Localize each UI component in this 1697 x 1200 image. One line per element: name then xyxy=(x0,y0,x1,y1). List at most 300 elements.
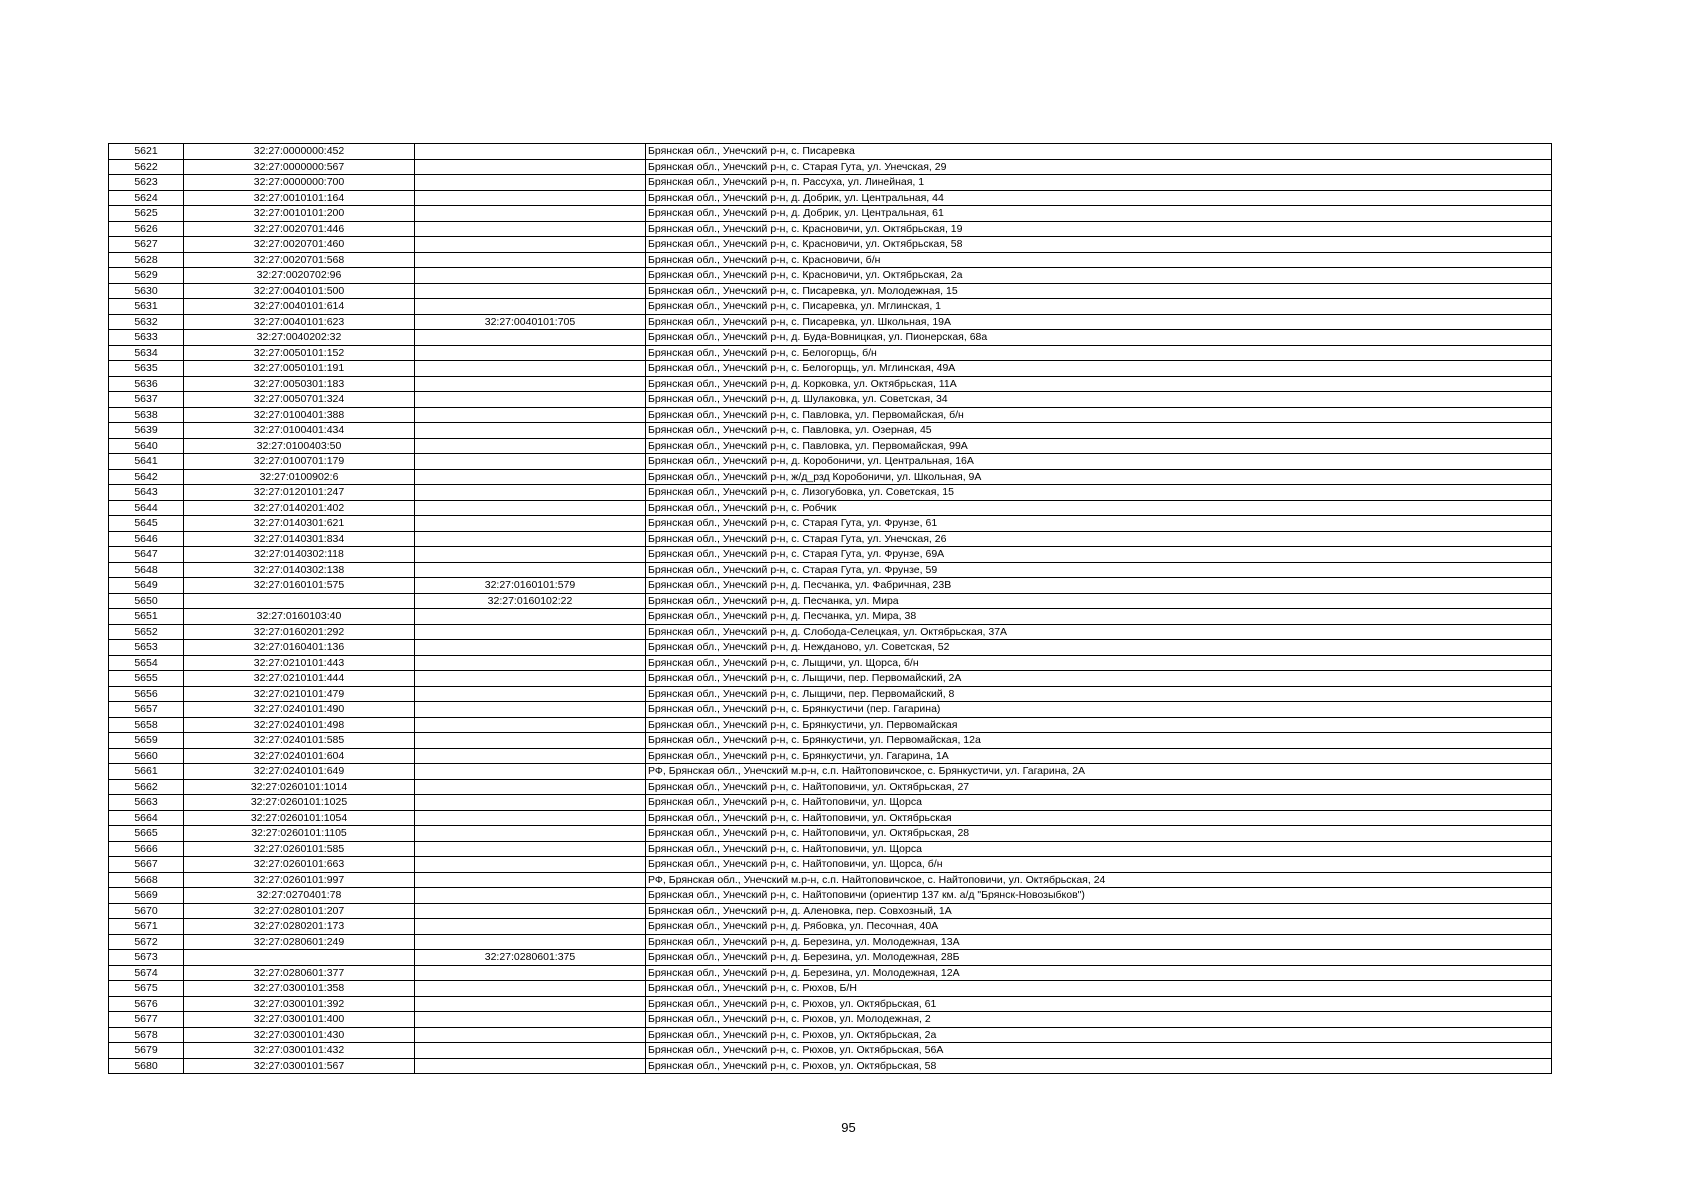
cadastral-number-cell: 32:27:0140201:402 xyxy=(184,500,415,516)
cadastral-number-cell: 32:27:0040101:614 xyxy=(184,299,415,315)
table-row xyxy=(109,748,1552,764)
row-number-cell: 5637 xyxy=(109,392,184,408)
cadastral-number-cell: 32:27:0280601:377 xyxy=(184,965,415,981)
related-cadastral-number-cell xyxy=(415,345,646,361)
cadastral-number-cell: 32:27:0100701:179 xyxy=(184,454,415,470)
address-cell: Брянская обл., Унечский р-н, д. Добрик, ул. Центральная, 61 xyxy=(646,206,1552,222)
address-cell: Брянская обл., Унечский р-н, д. Коробоничи, ул. Центральная, 16А xyxy=(646,454,1552,470)
related-cadastral-number-cell xyxy=(415,686,646,702)
table-row xyxy=(109,996,1552,1012)
address-cell: Брянская обл., Унечский р-н, с. Писаревка, ул. Молодежная, 15 xyxy=(646,283,1552,299)
cadastral-number-cell: 32:27:0000000:567 xyxy=(184,159,415,175)
related-cadastral-number-cell xyxy=(415,764,646,780)
cadastral-number-cell: 32:27:0280601:249 xyxy=(184,934,415,950)
address-cell: Брянская обл., Унечский р-н, д. Буда-Вовницкая, ул. Пионерская, 68а xyxy=(646,330,1552,346)
row-number-cell: 5638 xyxy=(109,407,184,423)
row-number-cell: 5646 xyxy=(109,531,184,547)
address-cell: Брянская обл., Унечский р-н, с. Писаревка, ул. Школьная, 19А xyxy=(646,314,1552,330)
table-row xyxy=(109,826,1552,842)
cadastral-number-cell: 32:27:0300101:358 xyxy=(184,981,415,997)
cadastral-number-cell: 32:27:0300101:430 xyxy=(184,1027,415,1043)
related-cadastral-number-cell xyxy=(415,826,646,842)
related-cadastral-number-cell xyxy=(415,671,646,687)
cadastral-number-cell: 32:27:0020701:568 xyxy=(184,252,415,268)
row-number-cell: 5665 xyxy=(109,826,184,842)
related-cadastral-number-cell xyxy=(415,376,646,392)
address-cell: Брянская обл., Унечский р-н, с. Красновичи, ул. Октябрьская, 19 xyxy=(646,221,1552,237)
address-cell: Брянская обл., Унечский р-н, д. Рябовка, ул. Песочная, 40А xyxy=(646,919,1552,935)
address-cell: Брянская обл., Унечский р-н, с. Найтоповичи, ул. Октябрьская, 27 xyxy=(646,779,1552,795)
table-row xyxy=(109,221,1552,237)
row-number-cell: 5677 xyxy=(109,1012,184,1028)
cadastral-number-cell: 32:27:0300101:567 xyxy=(184,1058,415,1074)
property-table xyxy=(108,143,1552,1074)
cadastral-number-cell: 32:27:0140301:834 xyxy=(184,531,415,547)
row-number-cell: 5653 xyxy=(109,640,184,656)
related-cadastral-number-cell xyxy=(415,1027,646,1043)
cadastral-number-cell: 32:27:0100403:50 xyxy=(184,438,415,454)
row-number-cell: 5642 xyxy=(109,469,184,485)
address-cell: Брянская обл., Унечский р-н, с. Павловка, ул. Озерная, 45 xyxy=(646,423,1552,439)
cadastral-number-cell: 32:27:0260101:1054 xyxy=(184,810,415,826)
address-cell: Брянская обл., Унечский р-н, с. Рюхов, ул. Октябрьская, 58 xyxy=(646,1058,1552,1074)
cadastral-number-cell: 32:27:0260101:663 xyxy=(184,857,415,873)
table-row xyxy=(109,593,1552,609)
row-number-cell: 5639 xyxy=(109,423,184,439)
related-cadastral-number-cell xyxy=(415,438,646,454)
cadastral-number-cell: 32:27:0280201:173 xyxy=(184,919,415,935)
address-cell: Брянская обл., Унечский р-н, д. Аленовка, пер. Совхозный, 1А xyxy=(646,903,1552,919)
related-cadastral-number-cell xyxy=(415,609,646,625)
cadastral-number-cell xyxy=(184,950,415,966)
address-cell: Брянская обл., Унечский р-н, д. Нежданово, ул. Советская, 52 xyxy=(646,640,1552,656)
cadastral-number-cell: 32:27:0100401:388 xyxy=(184,407,415,423)
address-cell: Брянская обл., Унечский р-н, с. Белогорщь, б/н xyxy=(646,345,1552,361)
related-cadastral-number-cell xyxy=(415,190,646,206)
row-number-cell: 5650 xyxy=(109,593,184,609)
table-row xyxy=(109,485,1552,501)
cadastral-number-cell: 32:27:0240101:498 xyxy=(184,717,415,733)
cadastral-number-cell: 32:27:0240101:604 xyxy=(184,748,415,764)
address-cell: Брянская обл., Унечский р-н, с. Красновичи, ул. Октябрьская, 2а xyxy=(646,268,1552,284)
address-cell: Брянская обл., Унечский р-н, с. Павловка, ул. Первомайская, б/н xyxy=(646,407,1552,423)
table-row xyxy=(109,764,1552,780)
related-cadastral-number-cell xyxy=(415,981,646,997)
row-number-cell: 5664 xyxy=(109,810,184,826)
row-number-cell: 5647 xyxy=(109,547,184,563)
address-cell: Брянская обл., Унечский р-н, с. Брянкустичи, ул. Первомайская xyxy=(646,717,1552,733)
cadastral-number-cell xyxy=(184,593,415,609)
row-number-cell: 5644 xyxy=(109,500,184,516)
related-cadastral-number-cell xyxy=(415,748,646,764)
related-cadastral-number-cell: 32:27:0040101:705 xyxy=(415,314,646,330)
related-cadastral-number-cell xyxy=(415,469,646,485)
cadastral-number-cell: 32:27:0210101:443 xyxy=(184,655,415,671)
table-row xyxy=(109,919,1552,935)
cadastral-number-cell: 32:27:0040101:623 xyxy=(184,314,415,330)
address-cell: Брянская обл., Унечский р-н, с. Лыщичи, пер. Первомайский, 2А xyxy=(646,671,1552,687)
table-row xyxy=(109,795,1552,811)
address-cell: Брянская обл., Унечский р-н, с. Рюхов, ул. Октябрьская, 61 xyxy=(646,996,1552,1012)
row-number-cell: 5661 xyxy=(109,764,184,780)
table-row xyxy=(109,578,1552,594)
related-cadastral-number-cell xyxy=(415,624,646,640)
address-cell: Брянская обл., Унечский р-н, с. Брянкустичи, ул. Гагарина, 1А xyxy=(646,748,1552,764)
row-number-cell: 5622 xyxy=(109,159,184,175)
related-cadastral-number-cell xyxy=(415,655,646,671)
address-cell: Брянская обл., Унечский р-н, с. Писаревка, ул. Мглинская, 1 xyxy=(646,299,1552,315)
row-number-cell: 5660 xyxy=(109,748,184,764)
related-cadastral-number-cell xyxy=(415,500,646,516)
row-number-cell: 5635 xyxy=(109,361,184,377)
row-number-cell: 5668 xyxy=(109,872,184,888)
related-cadastral-number-cell xyxy=(415,934,646,950)
cadastral-number-cell: 32:27:0210101:444 xyxy=(184,671,415,687)
address-cell: Брянская обл., Унечский р-н, д. Слобода-Селецкая, ул. Октябрьская, 37А xyxy=(646,624,1552,640)
address-cell: Брянская обл., Унечский р-н, с. Найтоповичи (ориентир 137 км. а/д "Брянск-Новозыбков") xyxy=(646,888,1552,904)
cadastral-number-cell: 32:27:0240101:649 xyxy=(184,764,415,780)
cadastral-number-cell: 32:27:0140302:138 xyxy=(184,562,415,578)
address-cell: Брянская обл., Унечский р-н, с. Найтоповичи, ул. Октябрьская xyxy=(646,810,1552,826)
table-row xyxy=(109,376,1552,392)
related-cadastral-number-cell xyxy=(415,640,646,656)
address-cell: Брянская обл., Унечский р-н, д. Песчанка, ул. Фабричная, 23В xyxy=(646,578,1552,594)
address-cell: Брянская обл., Унечский р-н, д. Песчанка, ул. Мира xyxy=(646,593,1552,609)
address-cell: Брянская обл., Унечский р-н, д. Березина, ул. Молодежная, 13А xyxy=(646,934,1552,950)
row-number-cell: 5648 xyxy=(109,562,184,578)
table-row xyxy=(109,717,1552,733)
cadastral-number-cell: 32:27:0260101:585 xyxy=(184,841,415,857)
related-cadastral-number-cell xyxy=(415,407,646,423)
table-row xyxy=(109,562,1552,578)
table-row xyxy=(109,330,1552,346)
row-number-cell: 5621 xyxy=(109,144,184,160)
row-number-cell: 5666 xyxy=(109,841,184,857)
row-number-cell: 5651 xyxy=(109,609,184,625)
address-cell: Брянская обл., Унечский р-н, с. Старая Гута, ул. Фрунзе, 61 xyxy=(646,516,1552,532)
row-number-cell: 5667 xyxy=(109,857,184,873)
address-cell: Брянская обл., Унечский р-н, с. Лизогубовка, ул. Советская, 15 xyxy=(646,485,1552,501)
table-row xyxy=(109,206,1552,222)
row-number-cell: 5670 xyxy=(109,903,184,919)
related-cadastral-number-cell xyxy=(415,252,646,268)
table-row xyxy=(109,516,1552,532)
related-cadastral-number-cell: 32:27:0160102:22 xyxy=(415,593,646,609)
address-cell: РФ, Брянская обл., Унечский м.р-н, с.п. Найтоповичское, с. Брянкустичи, ул. Гагарина, 2А xyxy=(646,764,1552,780)
address-cell: Брянская обл., Унечский р-н, с. Лыщичи, пер. Первомайский, 8 xyxy=(646,686,1552,702)
table-row xyxy=(109,888,1552,904)
cadastral-number-cell: 32:27:0160103:40 xyxy=(184,609,415,625)
table-row xyxy=(109,686,1552,702)
address-cell: Брянская обл., Унечский р-н, с. Старая Гута, ул. Унечская, 26 xyxy=(646,531,1552,547)
related-cadastral-number-cell xyxy=(415,1043,646,1059)
table-row xyxy=(109,345,1552,361)
table-row xyxy=(109,237,1552,253)
address-cell: Брянская обл., Унечский р-н, с. Красновичи, ул. Октябрьская, 58 xyxy=(646,237,1552,253)
table-row xyxy=(109,159,1552,175)
row-number-cell: 5624 xyxy=(109,190,184,206)
row-number-cell: 5671 xyxy=(109,919,184,935)
address-cell: Брянская обл., Унечский р-н, с. Найтоповичи, ул. Щорса xyxy=(646,841,1552,857)
cadastral-number-cell: 32:27:0000000:452 xyxy=(184,144,415,160)
cadastral-number-cell: 32:27:0020701:446 xyxy=(184,221,415,237)
cadastral-number-cell: 32:27:0100401:434 xyxy=(184,423,415,439)
table-row xyxy=(109,469,1552,485)
cadastral-number-cell: 32:27:0280101:207 xyxy=(184,903,415,919)
address-cell: Брянская обл., Унечский р-н, д. Березина, ул. Молодежная, 28Б xyxy=(646,950,1552,966)
cadastral-number-cell: 32:27:0160401:136 xyxy=(184,640,415,656)
related-cadastral-number-cell xyxy=(415,547,646,563)
related-cadastral-number-cell xyxy=(415,888,646,904)
cadastral-number-cell: 32:27:0050301:183 xyxy=(184,376,415,392)
table-row xyxy=(109,779,1552,795)
cadastral-number-cell: 32:27:0300101:392 xyxy=(184,996,415,1012)
row-number-cell: 5628 xyxy=(109,252,184,268)
address-cell: Брянская обл., Унечский р-н, с. Найтоповичи, ул. Щорса, б/н xyxy=(646,857,1552,873)
address-cell: Брянская обл., Унечский р-н, д. Шулаковка, ул. Советская, 34 xyxy=(646,392,1552,408)
address-cell: Брянская обл., Унечский р-н, с. Рюхов, Б/Н xyxy=(646,981,1552,997)
row-number-cell: 5641 xyxy=(109,454,184,470)
related-cadastral-number-cell xyxy=(415,717,646,733)
table-row xyxy=(109,841,1552,857)
cadastral-number-cell: 32:27:0260101:997 xyxy=(184,872,415,888)
row-number-cell: 5679 xyxy=(109,1043,184,1059)
table-row xyxy=(109,531,1552,547)
row-number-cell: 5662 xyxy=(109,779,184,795)
row-number-cell: 5655 xyxy=(109,671,184,687)
address-cell: Брянская обл., Унечский р-н, с. Старая Гута, ул. Унечская, 29 xyxy=(646,159,1552,175)
row-number-cell: 5630 xyxy=(109,283,184,299)
table-row xyxy=(109,314,1552,330)
table-row xyxy=(109,671,1552,687)
related-cadastral-number-cell xyxy=(415,516,646,532)
address-cell: Брянская обл., Унечский р-н, с. Брянкустичи (пер. Гагарина) xyxy=(646,702,1552,718)
cadastral-number-cell: 32:27:0050101:152 xyxy=(184,345,415,361)
table-row xyxy=(109,190,1552,206)
cadastral-number-cell: 32:27:0160101:575 xyxy=(184,578,415,594)
table-row xyxy=(109,702,1552,718)
related-cadastral-number-cell xyxy=(415,841,646,857)
cadastral-number-cell: 32:27:0050701:324 xyxy=(184,392,415,408)
related-cadastral-number-cell xyxy=(415,779,646,795)
address-cell: Брянская обл., Унечский р-н, с. Рюхов, ул. Октябрьская, 2а xyxy=(646,1027,1552,1043)
related-cadastral-number-cell xyxy=(415,268,646,284)
table-row xyxy=(109,144,1552,160)
row-number-cell: 5623 xyxy=(109,175,184,191)
row-number-cell: 5629 xyxy=(109,268,184,284)
row-number-cell: 5652 xyxy=(109,624,184,640)
table-row xyxy=(109,624,1552,640)
cadastral-number-cell: 32:27:0300101:432 xyxy=(184,1043,415,1059)
related-cadastral-number-cell: 32:27:0280601:375 xyxy=(415,950,646,966)
row-number-cell: 5626 xyxy=(109,221,184,237)
table-row xyxy=(109,423,1552,439)
related-cadastral-number-cell xyxy=(415,1058,646,1074)
cadastral-number-cell: 32:27:0300101:400 xyxy=(184,1012,415,1028)
row-number-cell: 5675 xyxy=(109,981,184,997)
address-cell: Брянская обл., Унечский р-н, с. Старая Гута, ул. Фрунзе, 69А xyxy=(646,547,1552,563)
table-row xyxy=(109,407,1552,423)
cadastral-number-cell: 32:27:0260101:1105 xyxy=(184,826,415,842)
cadastral-number-cell: 32:27:0260101:1025 xyxy=(184,795,415,811)
table-row xyxy=(109,965,1552,981)
table-row xyxy=(109,547,1552,563)
related-cadastral-number-cell xyxy=(415,485,646,501)
cadastral-number-cell: 32:27:0260101:1014 xyxy=(184,779,415,795)
table-row xyxy=(109,268,1552,284)
related-cadastral-number-cell xyxy=(415,299,646,315)
table-row xyxy=(109,1027,1552,1043)
table-row xyxy=(109,1043,1552,1059)
address-cell: Брянская обл., Унечский р-н, п. Рассуха, ул. Линейная, 1 xyxy=(646,175,1552,191)
table-row xyxy=(109,810,1552,826)
related-cadastral-number-cell xyxy=(415,175,646,191)
related-cadastral-number-cell xyxy=(415,702,646,718)
row-number-cell: 5643 xyxy=(109,485,184,501)
table-row xyxy=(109,609,1552,625)
address-cell: Брянская обл., Унечский р-н, с. Красновичи, б/н xyxy=(646,252,1552,268)
related-cadastral-number-cell xyxy=(415,903,646,919)
table-row xyxy=(109,640,1552,656)
row-number-cell: 5625 xyxy=(109,206,184,222)
related-cadastral-number-cell xyxy=(415,795,646,811)
cadastral-number-cell: 32:27:0210101:479 xyxy=(184,686,415,702)
table-body xyxy=(109,144,1552,1074)
cadastral-number-cell: 32:27:0010101:200 xyxy=(184,206,415,222)
related-cadastral-number-cell xyxy=(415,531,646,547)
related-cadastral-number-cell xyxy=(415,996,646,1012)
related-cadastral-number-cell xyxy=(415,1012,646,1028)
row-number-cell: 5627 xyxy=(109,237,184,253)
row-number-cell: 5674 xyxy=(109,965,184,981)
address-cell: Брянская обл., Унечский р-н, с. Робчик xyxy=(646,500,1552,516)
related-cadastral-number-cell xyxy=(415,392,646,408)
related-cadastral-number-cell xyxy=(415,965,646,981)
row-number-cell: 5631 xyxy=(109,299,184,315)
row-number-cell: 5669 xyxy=(109,888,184,904)
related-cadastral-number-cell: 32:27:0160101:579 xyxy=(415,578,646,594)
related-cadastral-number-cell xyxy=(415,237,646,253)
cadastral-number-cell: 32:27:0040202:32 xyxy=(184,330,415,346)
related-cadastral-number-cell xyxy=(415,810,646,826)
related-cadastral-number-cell xyxy=(415,919,646,935)
row-number-cell: 5632 xyxy=(109,314,184,330)
address-cell: Брянская обл., Унечский р-н, с. Лыщичи, ул. Щорса, б/н xyxy=(646,655,1552,671)
table-row xyxy=(109,252,1552,268)
cadastral-number-cell: 32:27:0000000:700 xyxy=(184,175,415,191)
address-cell: Брянская обл., Унечский р-н, с. Рюхов, ул. Октябрьская, 56А xyxy=(646,1043,1552,1059)
row-number-cell: 5663 xyxy=(109,795,184,811)
cadastral-number-cell: 32:27:0010101:164 xyxy=(184,190,415,206)
cadastral-number-cell: 32:27:0100902:6 xyxy=(184,469,415,485)
row-number-cell: 5634 xyxy=(109,345,184,361)
table-row xyxy=(109,934,1552,950)
table-row xyxy=(109,655,1552,671)
address-cell: Брянская обл., Унечский р-н, д. Березина, ул. Молодежная, 12А xyxy=(646,965,1552,981)
row-number-cell: 5672 xyxy=(109,934,184,950)
related-cadastral-number-cell xyxy=(415,423,646,439)
table-row xyxy=(109,392,1552,408)
table-row xyxy=(109,454,1552,470)
address-cell: Брянская обл., Унечский р-н, д. Добрик, ул. Центральная, 44 xyxy=(646,190,1552,206)
row-number-cell: 5633 xyxy=(109,330,184,346)
row-number-cell: 5676 xyxy=(109,996,184,1012)
row-number-cell: 5640 xyxy=(109,438,184,454)
address-cell: Брянская обл., Унечский р-н, д. Корковка, ул. Октябрьская, 11А xyxy=(646,376,1552,392)
related-cadastral-number-cell xyxy=(415,872,646,888)
row-number-cell: 5654 xyxy=(109,655,184,671)
cadastral-number-cell: 32:27:0140301:621 xyxy=(184,516,415,532)
row-number-cell: 5657 xyxy=(109,702,184,718)
row-number-cell: 5636 xyxy=(109,376,184,392)
table-row xyxy=(109,299,1552,315)
related-cadastral-number-cell xyxy=(415,562,646,578)
address-cell: Брянская обл., Унечский р-н, с. Найтоповичи, ул. Октябрьская, 28 xyxy=(646,826,1552,842)
cadastral-number-cell: 32:27:0240101:490 xyxy=(184,702,415,718)
row-number-cell: 5678 xyxy=(109,1027,184,1043)
table-row xyxy=(109,500,1552,516)
address-cell: Брянская обл., Унечский р-н, с. Старая Гута, ул. Фрунзе, 59 xyxy=(646,562,1552,578)
address-cell: Брянская обл., Унечский р-н, с. Найтоповичи, ул. Щорса xyxy=(646,795,1552,811)
table-row xyxy=(109,175,1552,191)
cadastral-number-cell: 32:27:0050101:191 xyxy=(184,361,415,377)
table-row xyxy=(109,903,1552,919)
table-row xyxy=(109,857,1552,873)
row-number-cell: 5673 xyxy=(109,950,184,966)
cadastral-number-cell: 32:27:0160201:292 xyxy=(184,624,415,640)
cadastral-number-cell: 32:27:0020701:460 xyxy=(184,237,415,253)
row-number-cell: 5656 xyxy=(109,686,184,702)
row-number-cell: 5659 xyxy=(109,733,184,749)
address-cell: РФ, Брянская обл., Унечский м.р-н, с.п. Найтоповичское, с. Найтоповичи, ул. Октябрьская, 24 xyxy=(646,872,1552,888)
related-cadastral-number-cell xyxy=(415,733,646,749)
address-cell: Брянская обл., Унечский р-н, ж/д_рзд Коробоничи, ул. Школьная, 9А xyxy=(646,469,1552,485)
row-number-cell: 5645 xyxy=(109,516,184,532)
row-number-cell: 5649 xyxy=(109,578,184,594)
cadastral-number-cell: 32:27:0120101:247 xyxy=(184,485,415,501)
related-cadastral-number-cell xyxy=(415,283,646,299)
cadastral-number-cell: 32:27:0240101:585 xyxy=(184,733,415,749)
cadastral-number-cell: 32:27:0270401:78 xyxy=(184,888,415,904)
table-row xyxy=(109,438,1552,454)
address-cell: Брянская обл., Унечский р-н, с. Белогорщь, ул. Мглинская, 49А xyxy=(646,361,1552,377)
cadastral-number-cell: 32:27:0140302:118 xyxy=(184,547,415,563)
related-cadastral-number-cell xyxy=(415,361,646,377)
cadastral-number-cell: 32:27:0020702:96 xyxy=(184,268,415,284)
table-row xyxy=(109,950,1552,966)
cadastral-number-cell: 32:27:0040101:500 xyxy=(184,283,415,299)
row-number-cell: 5680 xyxy=(109,1058,184,1074)
related-cadastral-number-cell xyxy=(415,330,646,346)
table-row xyxy=(109,1058,1552,1074)
table-row xyxy=(109,981,1552,997)
table-row xyxy=(109,733,1552,749)
related-cadastral-number-cell xyxy=(415,221,646,237)
table-row xyxy=(109,283,1552,299)
related-cadastral-number-cell xyxy=(415,159,646,175)
address-cell: Брянская обл., Унечский р-н, с. Павловка, ул. Первомайская, 99А xyxy=(646,438,1552,454)
address-cell: Брянская обл., Унечский р-н, с. Рюхов, ул. Молодежная, 2 xyxy=(646,1012,1552,1028)
table-row xyxy=(109,1012,1552,1028)
address-cell: Брянская обл., Унечский р-н, с. Писаревка xyxy=(646,144,1552,160)
table-row xyxy=(109,361,1552,377)
address-cell: Брянская обл., Унечский р-н, с. Брянкустичи, ул. Первомайская, 12а xyxy=(646,733,1552,749)
row-number-cell: 5658 xyxy=(109,717,184,733)
related-cadastral-number-cell xyxy=(415,206,646,222)
page-number: 95 xyxy=(841,1120,856,1135)
related-cadastral-number-cell xyxy=(415,857,646,873)
address-cell: Брянская обл., Унечский р-н, д. Песчанка, ул. Мира, 38 xyxy=(646,609,1552,625)
